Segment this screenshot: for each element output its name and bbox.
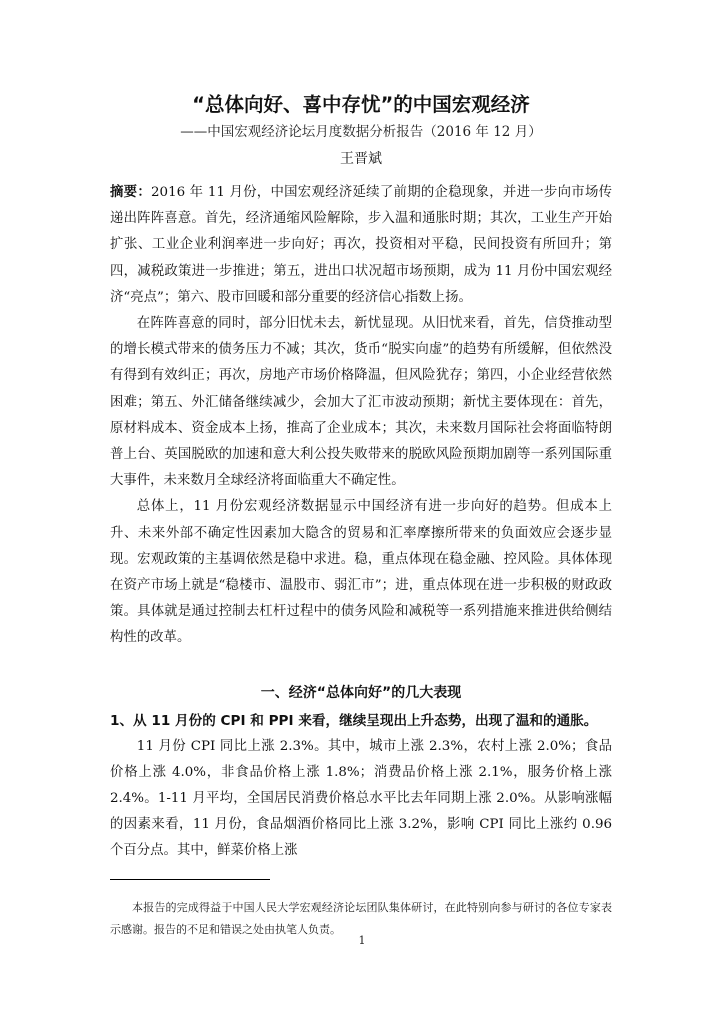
- body-paragraph-4: 11 月份 CPI 同比上涨 2.3%。其中，城市上涨 2.3%，农村上涨 2.0%；食品价格上涨 4.0%，非食品价格上涨 1.8%；消费品价格上涨 2.1%，服务价格上涨 2.4%。1-11 月平均，全国居民消费价格总水平比去年同期上涨 2.0%。从影响涨幅的因素来看，11 月份，食品烟酒价格同比上涨 3.2%，影响 CPI 同比上涨约 0.96 个百分点。其中，鲜菜价格上涨: [110, 738, 612, 859]
- page-number: 1: [358, 934, 366, 947]
- section-heading-1: 一、经济“总体向好”的几大表现: [260, 684, 462, 701]
- section-spacer: [110, 652, 612, 678]
- footnote-divider: [110, 879, 270, 880]
- document-author: 王晋斌: [340, 151, 382, 167]
- abstract-paragraph: [110, 180, 612, 311]
- footnote-text: 本报告的完成得益于中国人民大学宏观经济论坛团队集体研讨，在此特别向参与研讨的各位专家表示感谢。报告的不足和错误之处由执笔人负责。: [110, 901, 612, 936]
- document-body: [110, 90, 612, 865]
- body-paragraph-3: 总体上，11 月份宏观经济数据显示中国经济有进一步向好的趋势。但成本上升、未来外部不确定性因素加大隐含的贸易和汇率摩擦所带来的负面效应会逐步显现。宏观政策的主基调依然是稳中求进。稳，重点体现在稳金融、控风险。具体体现在资产市场上就是“稳楼市、温股市、弱汇市”；进，重点体现在进一步积极的财政政策。具体就是通过控制去杠杆过程中的债务风险和减税等一系列措施来推进供给侧结构性的改革。: [110, 499, 612, 646]
- subsection-heading-1: 1、从 11 月份的 CPI 和 PPI 来看，继续呈现出上升态势，出现了温和的通胀。: [110, 712, 598, 729]
- abstract-label: 摘要：: [110, 185, 152, 200]
- body-paragraph-2: 在阵阵喜意的同时，部分旧忧未去，新忧显现。从旧忧来看，首先，信贷推动型的增长模式带来的债务压力不减；其次，货币“脱实向虚”的趋势有所缓解，但依然没有得到有效纠正；再次，房地产市场价格降温，但风险犹存；第四，小企业经营依然困难；第五、外汇储备继续减少，会加大了汇市波动预期；新忧主要体现在：首先，原材料成本、资金成本上扬，推高了企业成本；其次，未来数月国际社会将面临特朗普上台、英国脱欧的加速和意大利公投失败带来的脱欧风险预期加剧等一系列国际重大事件，未来数月全球经济将面临重大不确定性。: [110, 316, 612, 489]
- document-subtitle: ——中国宏观经济论坛月度数据分析报告（2016 年 12 月）: [180, 124, 542, 140]
- abstract-text: 2016 年 11 月份，中国宏观经济延续了前期的企稳现象，并进一步向市场传递出阵阵喜意。首先，经济通缩风险解除，步入温和通胀时期；其次，工业生产开始扩张、工业企业利润率进一步向好；再次，投资相对平稳，民间投资有所回升；第四，减税政策进一步推进；第五，进出口状况超市场预期，成为 11 月份中国宏观经济“亮点”；第六、股市回暖和部分重要的经济信心指数上扬。: [110, 185, 613, 305]
- document-title: “总体向好、喜中存忧”的中国宏观经济: [192, 93, 530, 116]
